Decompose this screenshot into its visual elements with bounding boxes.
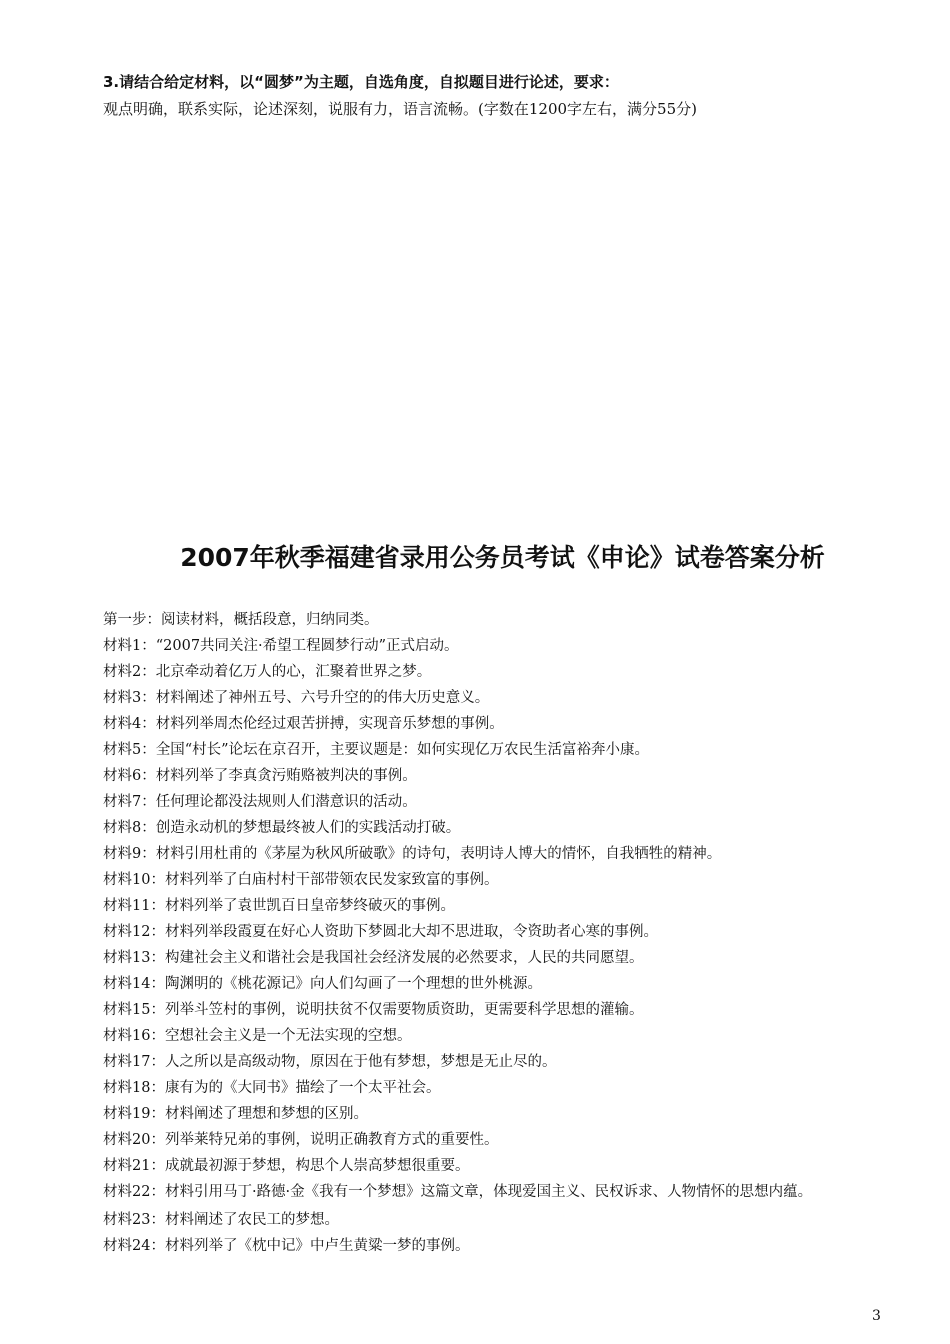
material-line-10: 材料10：材料列举了白庙村村干部带领农民发家致富的事例。 — [103, 872, 499, 888]
document-title: 2007年秋季福建省录用公务员考试《申论》试卷答案分析 — [180, 543, 825, 572]
material-line-7: 材料7：任何理论都没法规则人们潜意识的活动。 — [103, 794, 417, 810]
material-line-21: 材料21：成就最初源于梦想，构思个人崇高梦想很重要。 — [103, 1158, 470, 1174]
material-line-15: 材料15：列举斗笠村的事例，说明扶贫不仅需要物质资助，更需要科学思想的灌输。 — [103, 1002, 644, 1018]
material-line-17: 材料17：人之所以是高级动物，原因在于他有梦想，梦想是无止尽的。 — [103, 1054, 557, 1070]
material-line-16: 材料16：空想社会主义是一个无法实现的空想。 — [103, 1028, 412, 1044]
material-line-4: 材料4：材料列举周杰伦经过艰苦拼搏，实现音乐梦想的事例。 — [103, 716, 504, 732]
material-line-12: 材料12：材料列举段霞夏在好心人资助下梦圆北大却不思进取，令资助者心寒的事例。 — [103, 924, 658, 940]
material-line-13: 材料13：构建社会主义和谐社会是我国社会经济发展的必然要求，人民的共同愿望。 — [103, 950, 644, 966]
material-line-20: 材料20：列举莱特兄弟的事例，说明正确教育方式的重要性。 — [103, 1132, 499, 1148]
material-line-11: 材料11：材料列举了袁世凯百日皇帝梦终破灭的事例。 — [103, 898, 455, 914]
step-one-line: 第一步：阅读材料，概括段意，归纳同类。 — [103, 612, 379, 628]
material-line-3: 材料3：材料阐述了神州五号、六号升空的的伟大历史意义。 — [103, 690, 490, 706]
material-line-9: 材料9：材料引用杜甫的《茅屋为秋风所破歌》的诗句，表明诗人博大的情怀，自我牺牲的精神。 — [103, 846, 722, 862]
material-line-18: 材料18：康有为的《大同书》描绘了一个太平社会。 — [103, 1080, 441, 1096]
material-line-19: 材料19：材料阐述了理想和梦想的区别。 — [103, 1106, 368, 1122]
question-title: 3.请结合给定材料，以“圆梦”为主题，自选角度，自拟题目进行论述，要求： — [103, 73, 619, 91]
material-line-14: 材料14：陶渊明的《桃花源记》向人们勾画了一个理想的世外桃源。 — [103, 976, 542, 992]
material-line-5: 材料5：全国“村长”论坛在京召开，主要议题是：如何实现亿万农民生活富裕奔小康。 — [103, 742, 650, 758]
material-line-1: 材料1：“2007共同关注·希望工程圆梦行动”正式启动。 — [103, 638, 459, 654]
material-line-23: 材料23：材料阐述了农民工的梦想。 — [103, 1212, 339, 1228]
material-line-8: 材料8：创造永动机的梦想最终被人们的实践活动打破。 — [103, 820, 461, 836]
page-number: 3 — [872, 1308, 881, 1324]
question-requirement: 观点明确，联系实际，论述深刻，说服有力，语言流畅。(字数在1200字左右，满分55分) — [103, 100, 697, 118]
material-line-2: 材料2：北京牵动着亿万人的心，汇聚着世界之梦。 — [103, 664, 432, 680]
material-line-24: 材料24：材料列举了《枕中记》中卢生黄粱一梦的事例。 — [103, 1238, 470, 1254]
material-summary-list — [103, 607, 893, 1259]
material-line-22: 材料22：材料引用马丁·路德·金《我有一个梦想》这篇文章，体现爱国主义、民权诉求、人物情怀的思想内蕴。 — [103, 1184, 813, 1200]
material-line-6: 材料6：材料列举了李真贪污贿赂被判决的事例。 — [103, 768, 417, 784]
